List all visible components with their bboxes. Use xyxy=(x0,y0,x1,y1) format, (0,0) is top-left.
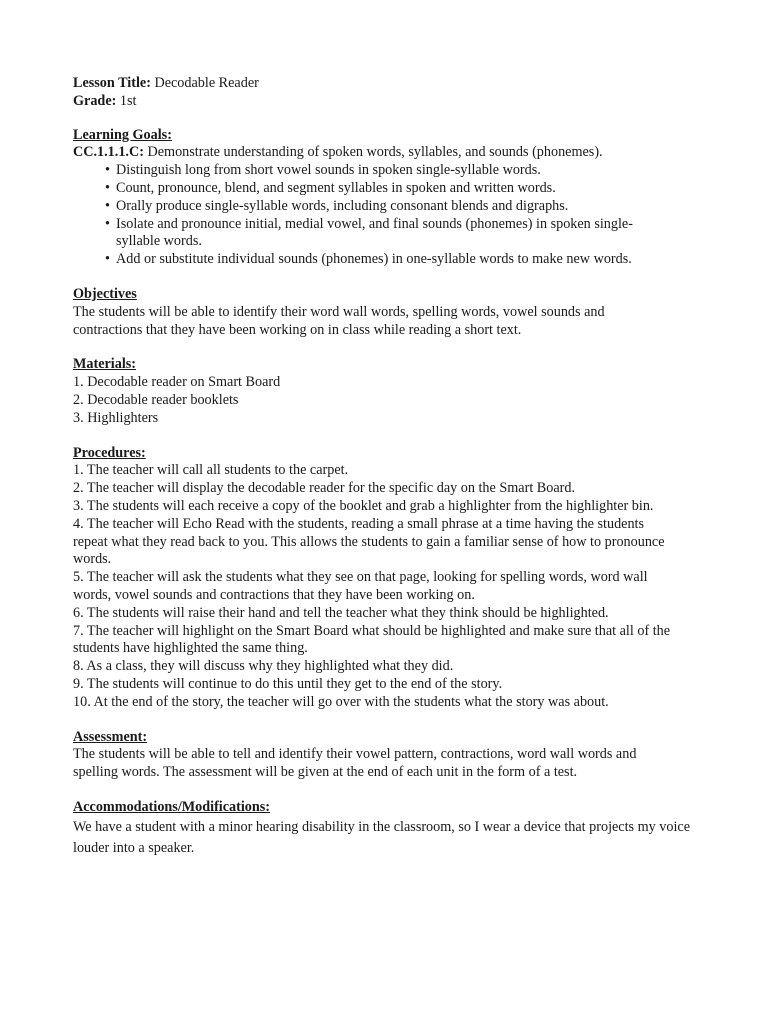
learning-goals-heading: Learning Goals: xyxy=(73,126,172,143)
material-item: 1. Decodable reader on Smart Board xyxy=(73,374,281,391)
learning-goal-text: Distinguish long from short vowel sounds in spoken single-syllable words. xyxy=(116,162,541,179)
procedures-heading: Procedures: xyxy=(73,444,146,461)
lesson-plan-document xyxy=(73,75,703,859)
assessment-heading: Assessment: xyxy=(73,728,148,745)
grade-line xyxy=(73,93,703,111)
learning-goal-item xyxy=(73,251,703,269)
procedure-item: 4. The teacher will Echo Read with the students, reading a small phrase at a time having the students repeat what they read back to you. This allows the students to gain a familiar sense of how to pronounce words. xyxy=(73,515,665,568)
learning-goal-item xyxy=(73,198,703,216)
procedure-item: 10. At the end of the story, the teacher will go over with the students what the story was about. xyxy=(73,693,609,710)
standard-text: Demonstrate understanding of spoken words, syllables, and sounds (phonemes). xyxy=(143,144,603,161)
learning-goal-text: Isolate and pronounce initial, medial vowel, and final sounds (phonemes) in spoken single-syllable words. xyxy=(116,215,633,250)
procedure-item: 3. The students will each receive a copy of the booklet and grab a highlighter from the highlighter bin. xyxy=(73,497,654,514)
procedure-item: 5. The teacher will ask the students what they see on that page, looking for spelling words, word wall words, vowel sounds and contractions that they have been working on. xyxy=(73,569,648,603)
materials-list xyxy=(73,374,703,427)
bullet-icon: • xyxy=(105,162,110,179)
learning-goals-list xyxy=(73,162,703,269)
procedure-item: 2. The teacher will display the decodable reader for the specific day on the Smart Board. xyxy=(73,480,576,497)
learning-goal-item xyxy=(73,162,703,180)
procedure-item: 1. The teacher will call all students to the carpet. xyxy=(73,462,349,479)
procedure-item: 6. The students will raise their hand and tell the teacher what they think should be highlighted. xyxy=(73,604,609,621)
learning-goal-text: Count, pronounce, blend, and segment syllables in spoken and written words. xyxy=(116,179,556,196)
standard-line xyxy=(73,144,703,162)
bullet-icon: • xyxy=(105,197,110,214)
materials-heading: Materials: xyxy=(73,356,137,373)
learning-goal-text: Add or substitute individual sounds (phonemes) in one-syllable words to make new words. xyxy=(116,251,632,268)
procedure-item: 7. The teacher will highlight on the Smart Board what should be highlighted and make sure that all of the students have highlighted the same thing. xyxy=(73,622,671,657)
bullet-icon: • xyxy=(105,215,110,232)
material-item: 3. Highlighters xyxy=(73,409,159,426)
learning-goal-item xyxy=(73,180,703,198)
lesson-title-line xyxy=(73,75,703,93)
learning-goal-item xyxy=(73,216,668,252)
grade-value: 1st xyxy=(116,92,137,109)
material-item: 2. Decodable reader booklets xyxy=(73,391,239,408)
learning-goal-text: Orally produce single-syllable words, including consonant blends and digraphs. xyxy=(116,197,569,214)
bullet-icon: • xyxy=(105,251,110,268)
lesson-title-label: Lesson Title: xyxy=(73,75,151,91)
objectives-heading: Objectives xyxy=(73,285,137,302)
objectives-text: The students will be able to identify their word wall words, spelling words, vowel sounds and contractions that they have been working on in class while reading a short text. xyxy=(73,303,605,338)
accommodations-heading: Accommodations/Modifications: xyxy=(73,798,271,815)
procedure-item: 8. As a class, they will discuss why they highlighted what they did. xyxy=(73,658,454,675)
bullet-icon: • xyxy=(105,179,110,196)
grade-label: Grade: xyxy=(73,92,117,109)
procedures-list xyxy=(73,462,690,711)
standard-code: CC.1.1.1.C: xyxy=(73,144,144,161)
assessment-text: The students will be able to tell and identify their vowel pattern, contractions, word wall words and spelling words. The assessment will be given at the end of each unit in the form of a test. xyxy=(73,746,637,781)
lesson-title-value: Decodable Reader xyxy=(150,75,259,91)
accommodations-text: We have a student with a minor hearing disability in the classroom, so I wear a device that projects my voice louder into a speaker. xyxy=(73,818,691,856)
procedure-item: 9. The students will continue to do this until they get to the end of the story. xyxy=(73,675,503,692)
